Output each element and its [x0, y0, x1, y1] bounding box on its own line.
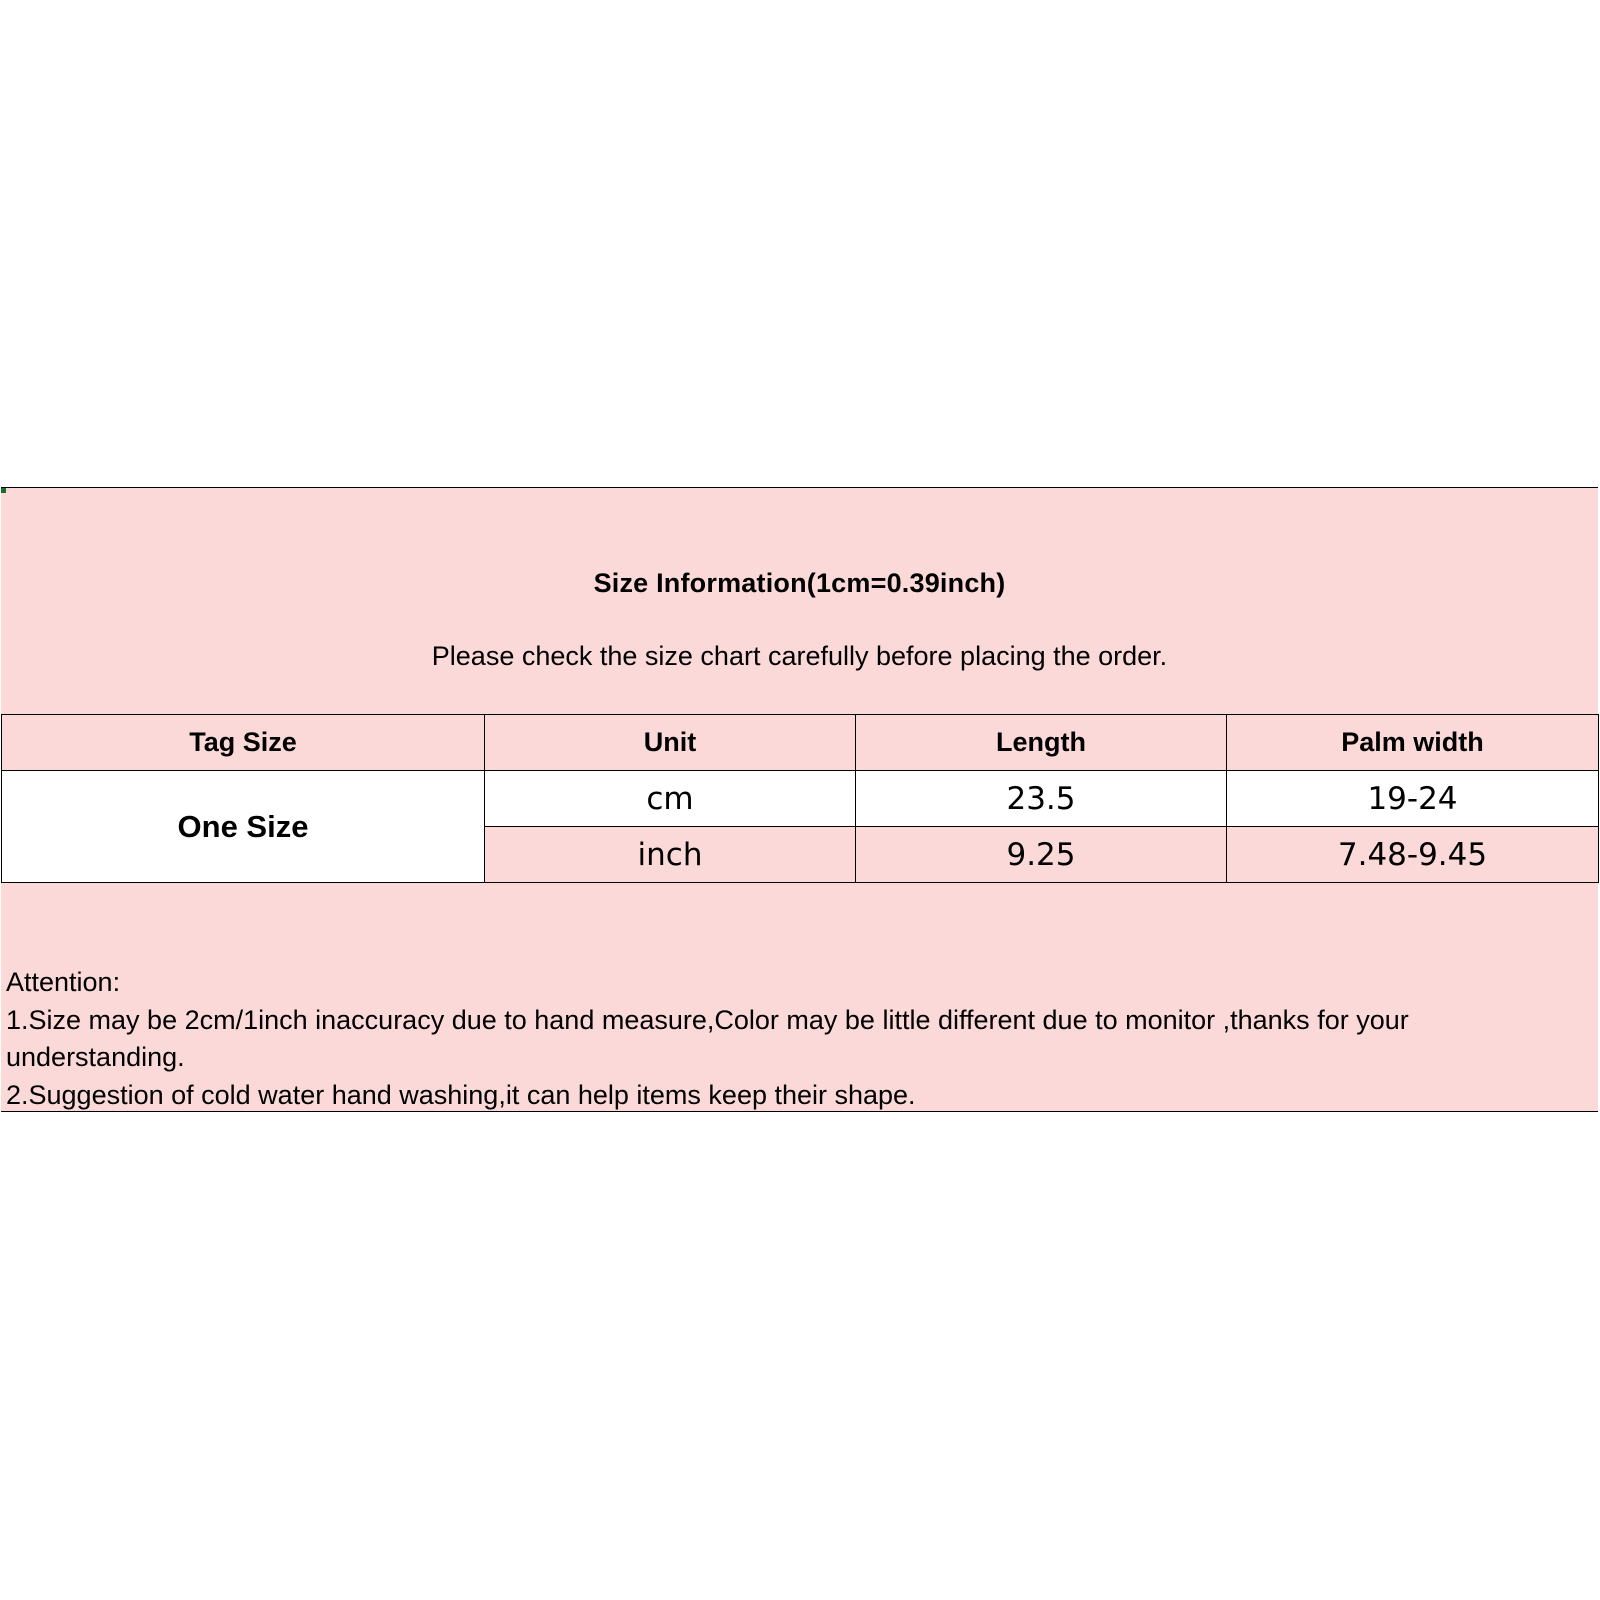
table-header-row [2, 715, 1599, 771]
header-tag-size: Tag Size [2, 715, 485, 771]
length-cell: 9.25 [856, 827, 1227, 883]
size-info-title: Size Information(1cm=0.39inch) [593, 568, 1006, 598]
cell-selection-marker [1, 488, 6, 493]
header-length: Length [856, 715, 1227, 771]
unit-cell: inch [485, 827, 856, 883]
palm-width-cell: 19-24 [1227, 771, 1599, 827]
unit-cell: cm [485, 771, 856, 827]
attention-note-2: 2.Suggestion of cold water hand washing,it can help items keep their shape. [6, 1079, 916, 1110]
header-unit: Unit [485, 715, 856, 771]
length-cell: 23.5 [856, 771, 1227, 827]
attention-note-1: 1.Size may be 2cm/1inch inaccuracy due to hand measure,Color may be little different due to monitor ,thanks for your understanding. [6, 1004, 1409, 1072]
palm-width-cell: 7.48-9.45 [1227, 827, 1599, 883]
size-info-subtitle: Please check the size chart carefully before placing the order. [431, 641, 1168, 671]
header-palm-width: Palm width [1227, 715, 1599, 771]
attention-notes [6, 964, 1586, 1114]
size-info-panel [1, 487, 1598, 1112]
attention-heading: Attention: [6, 967, 121, 997]
tag-size-cell: One Size [2, 771, 485, 883]
table-row [2, 771, 1599, 827]
size-table [1, 714, 1599, 883]
